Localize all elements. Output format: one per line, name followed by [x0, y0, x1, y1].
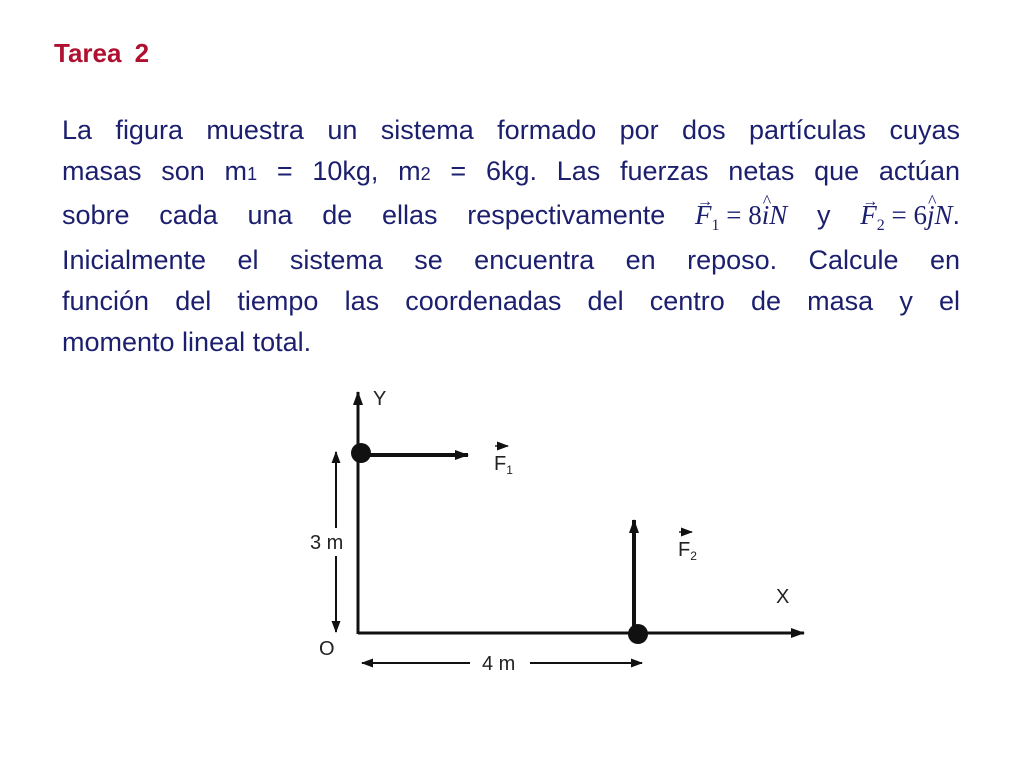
- mass-1-subscript: 1: [247, 164, 258, 184]
- force-2-equals: = 6: [884, 200, 927, 230]
- origin-label: O: [319, 638, 335, 660]
- particle-2: [628, 624, 648, 644]
- force-2-label-letter: F: [678, 539, 691, 561]
- mass-2-subscript: 2: [420, 164, 431, 184]
- force-1-label-subscript: 1: [506, 463, 513, 477]
- force-2-label-subscript: 2: [690, 549, 697, 563]
- force-2-subscript: 2: [876, 217, 885, 234]
- forces-intro-text: sobre cada una de ellas respectivamente: [62, 200, 696, 230]
- height-label: 3 m: [310, 532, 344, 554]
- force-1-label-letter: F: [494, 453, 507, 475]
- force-2-unit-vector: ^ j: [927, 195, 935, 236]
- force-1-equals: = 8: [719, 200, 762, 230]
- problem-line-4: Inicialmente el sistema se encuentra en reposo. Calcule en: [62, 245, 960, 275]
- y-axis-label: Y: [373, 388, 387, 410]
- force-1-label: [494, 453, 513, 477]
- masses-text-c: = 6kg. Las fuerzas netas que actúan: [430, 156, 960, 186]
- width-label: 4 m: [482, 653, 516, 675]
- slide-title: Tarea 2: [54, 38, 150, 68]
- x-axis-label: X: [776, 586, 790, 608]
- problem-line-5: función del tiempo las coordenadas del centro de masa y el: [62, 286, 960, 316]
- problem-line-6: momento lineal total.: [62, 327, 312, 357]
- force-1-symbol: → F: [695, 195, 712, 236]
- forces-period: .: [952, 200, 960, 230]
- force-1-subscript: 1: [711, 217, 720, 234]
- forces-conjunction: y: [787, 200, 861, 230]
- force-1-unit-vector: ^ i: [762, 195, 770, 236]
- force-1-unit: N: [769, 200, 788, 230]
- force-2-symbol: → F: [860, 195, 877, 236]
- force-2-label: [678, 539, 697, 563]
- masses-text-a: masas son m: [62, 156, 248, 186]
- force-2-unit: N: [934, 200, 953, 230]
- problem-line-1: La figura muestra un sistema formado por dos partículas cuyas: [62, 115, 960, 145]
- masses-text-b: = 10kg, m: [257, 156, 421, 186]
